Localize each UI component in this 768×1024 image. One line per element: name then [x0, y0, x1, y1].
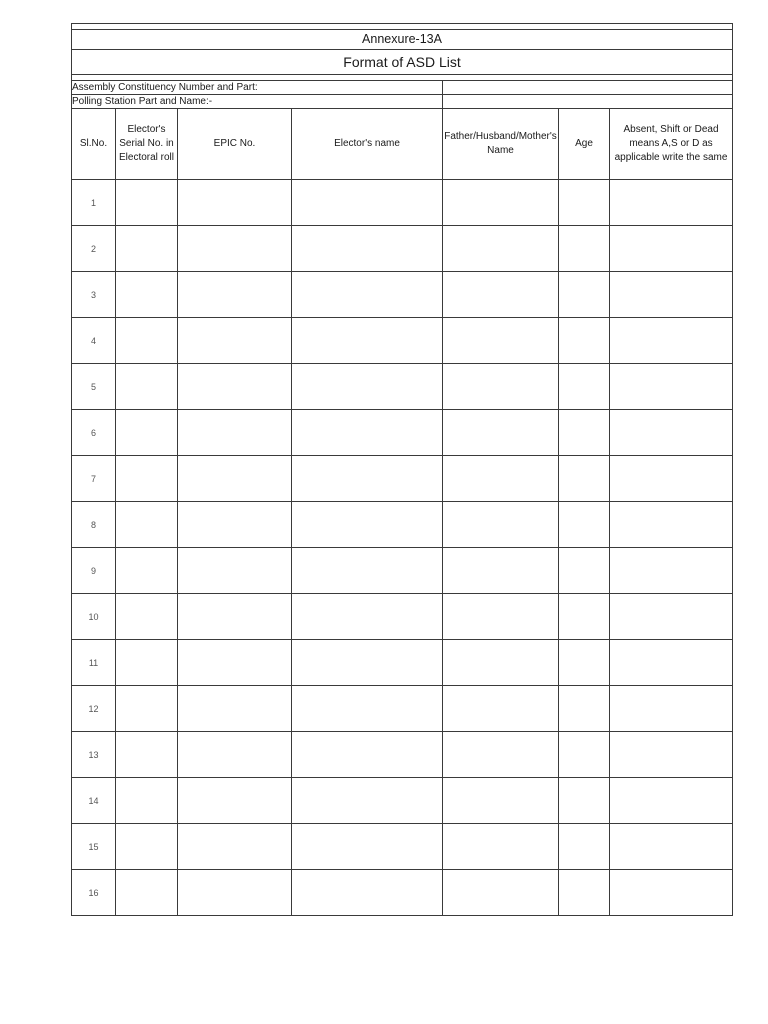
status-cell[interactable]: [610, 732, 733, 778]
relative-name-cell[interactable]: [443, 364, 559, 410]
elector-name-cell[interactable]: [292, 502, 443, 548]
elector-name-cell[interactable]: [292, 594, 443, 640]
relative-name-cell[interactable]: [443, 410, 559, 456]
elector-serial-cell[interactable]: [116, 548, 178, 594]
elector-serial-cell[interactable]: [116, 870, 178, 916]
sl-no-cell: 6: [72, 410, 116, 456]
elector-serial-cell[interactable]: [116, 686, 178, 732]
header-epic-no: EPIC No.: [178, 109, 292, 180]
header-status: Absent, Shift or Dead means A,S or D as applicable write the same: [610, 109, 733, 180]
sl-no-cell: 14: [72, 778, 116, 824]
status-cell[interactable]: [610, 364, 733, 410]
sl-no-cell: 12: [72, 686, 116, 732]
table-row: [72, 272, 733, 318]
elector-name-cell[interactable]: [292, 456, 443, 502]
relative-name-cell[interactable]: [443, 640, 559, 686]
elector-serial-cell[interactable]: [116, 594, 178, 640]
assembly-constituency-label: Assembly Constituency Number and Part:: [72, 81, 443, 95]
age-cell[interactable]: [559, 686, 610, 732]
table-row: [72, 594, 733, 640]
sl-no-cell: 13: [72, 732, 116, 778]
table-row: [72, 410, 733, 456]
polling-station-label: Polling Station Part and Name:-: [72, 95, 443, 109]
table-body: [72, 180, 733, 916]
epic-no-cell[interactable]: [178, 226, 292, 272]
table-row: [72, 778, 733, 824]
epic-no-cell[interactable]: [178, 686, 292, 732]
relative-name-cell[interactable]: [443, 686, 559, 732]
epic-no-cell[interactable]: [178, 364, 292, 410]
table-row: [72, 318, 733, 364]
status-cell[interactable]: [610, 778, 733, 824]
header-elector-serial-no: Elector's Serial No. in Electoral roll: [116, 109, 178, 180]
epic-no-cell[interactable]: [178, 502, 292, 548]
elector-name-cell[interactable]: [292, 778, 443, 824]
epic-no-cell[interactable]: [178, 548, 292, 594]
epic-no-cell[interactable]: [178, 272, 292, 318]
age-cell[interactable]: [559, 364, 610, 410]
elector-serial-cell[interactable]: [116, 640, 178, 686]
epic-no-cell[interactable]: [178, 456, 292, 502]
sl-no-cell: 16: [72, 870, 116, 916]
elector-serial-cell[interactable]: [116, 502, 178, 548]
sl-no-cell: 9: [72, 548, 116, 594]
elector-serial-cell[interactable]: [116, 778, 178, 824]
epic-no-cell[interactable]: [178, 594, 292, 640]
relative-name-cell[interactable]: [443, 824, 559, 870]
elector-name-cell[interactable]: [292, 226, 443, 272]
elector-name-cell[interactable]: [292, 870, 443, 916]
sl-no-cell: 8: [72, 502, 116, 548]
age-cell[interactable]: [559, 870, 610, 916]
status-cell[interactable]: [610, 410, 733, 456]
relative-name-cell[interactable]: [443, 456, 559, 502]
table-row: [72, 686, 733, 732]
relative-name-cell[interactable]: [443, 272, 559, 318]
status-cell[interactable]: [610, 870, 733, 916]
elector-name-cell[interactable]: [292, 640, 443, 686]
elector-serial-cell[interactable]: [116, 364, 178, 410]
epic-no-cell[interactable]: [178, 824, 292, 870]
elector-serial-cell[interactable]: [116, 732, 178, 778]
table-row: [72, 226, 733, 272]
polling-station-value[interactable]: [443, 95, 733, 109]
status-cell[interactable]: [610, 548, 733, 594]
elector-serial-cell[interactable]: [116, 318, 178, 364]
table-row: [72, 364, 733, 410]
age-cell[interactable]: [559, 318, 610, 364]
age-cell[interactable]: [559, 456, 610, 502]
status-cell[interactable]: [610, 272, 733, 318]
asd-list-table: [71, 23, 733, 916]
status-cell[interactable]: [610, 686, 733, 732]
epic-no-cell[interactable]: [178, 180, 292, 226]
age-cell[interactable]: [559, 594, 610, 640]
annexure-label: Annexure-13A: [72, 30, 733, 50]
age-cell[interactable]: [559, 548, 610, 594]
status-cell[interactable]: [610, 318, 733, 364]
elector-name-cell[interactable]: [292, 410, 443, 456]
sl-no-cell: 1: [72, 180, 116, 226]
relative-name-cell[interactable]: [443, 502, 559, 548]
elector-name-cell[interactable]: [292, 364, 443, 410]
age-cell[interactable]: [559, 226, 610, 272]
epic-no-cell[interactable]: [178, 870, 292, 916]
status-cell[interactable]: [610, 640, 733, 686]
sl-no-cell: 2: [72, 226, 116, 272]
epic-no-cell[interactable]: [178, 732, 292, 778]
relative-name-cell[interactable]: [443, 870, 559, 916]
elector-name-cell[interactable]: [292, 732, 443, 778]
column-header-row: [72, 109, 733, 180]
elector-name-cell[interactable]: [292, 824, 443, 870]
age-cell[interactable]: [559, 272, 610, 318]
relative-name-cell[interactable]: [443, 778, 559, 824]
relative-name-cell[interactable]: [443, 548, 559, 594]
age-cell[interactable]: [559, 180, 610, 226]
elector-serial-cell[interactable]: [116, 824, 178, 870]
relative-name-cell[interactable]: [443, 594, 559, 640]
epic-no-cell[interactable]: [178, 410, 292, 456]
header-relative-name: Father/Husband/Mother's Name: [443, 109, 559, 180]
age-cell[interactable]: [559, 640, 610, 686]
age-cell[interactable]: [559, 732, 610, 778]
table-row: [72, 548, 733, 594]
epic-no-cell[interactable]: [178, 778, 292, 824]
table-row: [72, 732, 733, 778]
status-cell[interactable]: [610, 594, 733, 640]
sl-no-cell: 3: [72, 272, 116, 318]
status-cell[interactable]: [610, 226, 733, 272]
elector-name-cell[interactable]: [292, 272, 443, 318]
table-row: [72, 502, 733, 548]
header-age: Age: [559, 109, 610, 180]
status-cell[interactable]: [610, 502, 733, 548]
relative-name-cell[interactable]: [443, 180, 559, 226]
form-title: Format of ASD List: [72, 50, 733, 75]
epic-no-cell[interactable]: [178, 640, 292, 686]
elector-name-cell[interactable]: [292, 318, 443, 364]
sl-no-cell: 4: [72, 318, 116, 364]
elector-serial-cell[interactable]: [116, 456, 178, 502]
sl-no-cell: 11: [72, 640, 116, 686]
age-cell[interactable]: [559, 824, 610, 870]
table-row: [72, 824, 733, 870]
table-row: [72, 180, 733, 226]
table-row: [72, 456, 733, 502]
sl-no-cell: 15: [72, 824, 116, 870]
status-cell[interactable]: [610, 180, 733, 226]
status-cell[interactable]: [610, 824, 733, 870]
relative-name-cell[interactable]: [443, 318, 559, 364]
header-elector-name: Elector's name: [292, 109, 443, 180]
assembly-constituency-value[interactable]: [443, 81, 733, 95]
elector-name-cell[interactable]: [292, 548, 443, 594]
table-row: [72, 870, 733, 916]
age-cell[interactable]: [559, 778, 610, 824]
elector-serial-cell[interactable]: [116, 180, 178, 226]
header-sl-no: Sl.No.: [72, 109, 116, 180]
table-row: [72, 640, 733, 686]
sl-no-cell: 7: [72, 456, 116, 502]
elector-serial-cell[interactable]: [116, 226, 178, 272]
relative-name-cell[interactable]: [443, 226, 559, 272]
age-cell[interactable]: [559, 502, 610, 548]
age-cell[interactable]: [559, 410, 610, 456]
elector-serial-cell[interactable]: [116, 272, 178, 318]
sl-no-cell: 5: [72, 364, 116, 410]
sl-no-cell: 10: [72, 594, 116, 640]
epic-no-cell[interactable]: [178, 318, 292, 364]
elector-serial-cell[interactable]: [116, 410, 178, 456]
elector-name-cell[interactable]: [292, 180, 443, 226]
elector-name-cell[interactable]: [292, 686, 443, 732]
relative-name-cell[interactable]: [443, 732, 559, 778]
status-cell[interactable]: [610, 456, 733, 502]
